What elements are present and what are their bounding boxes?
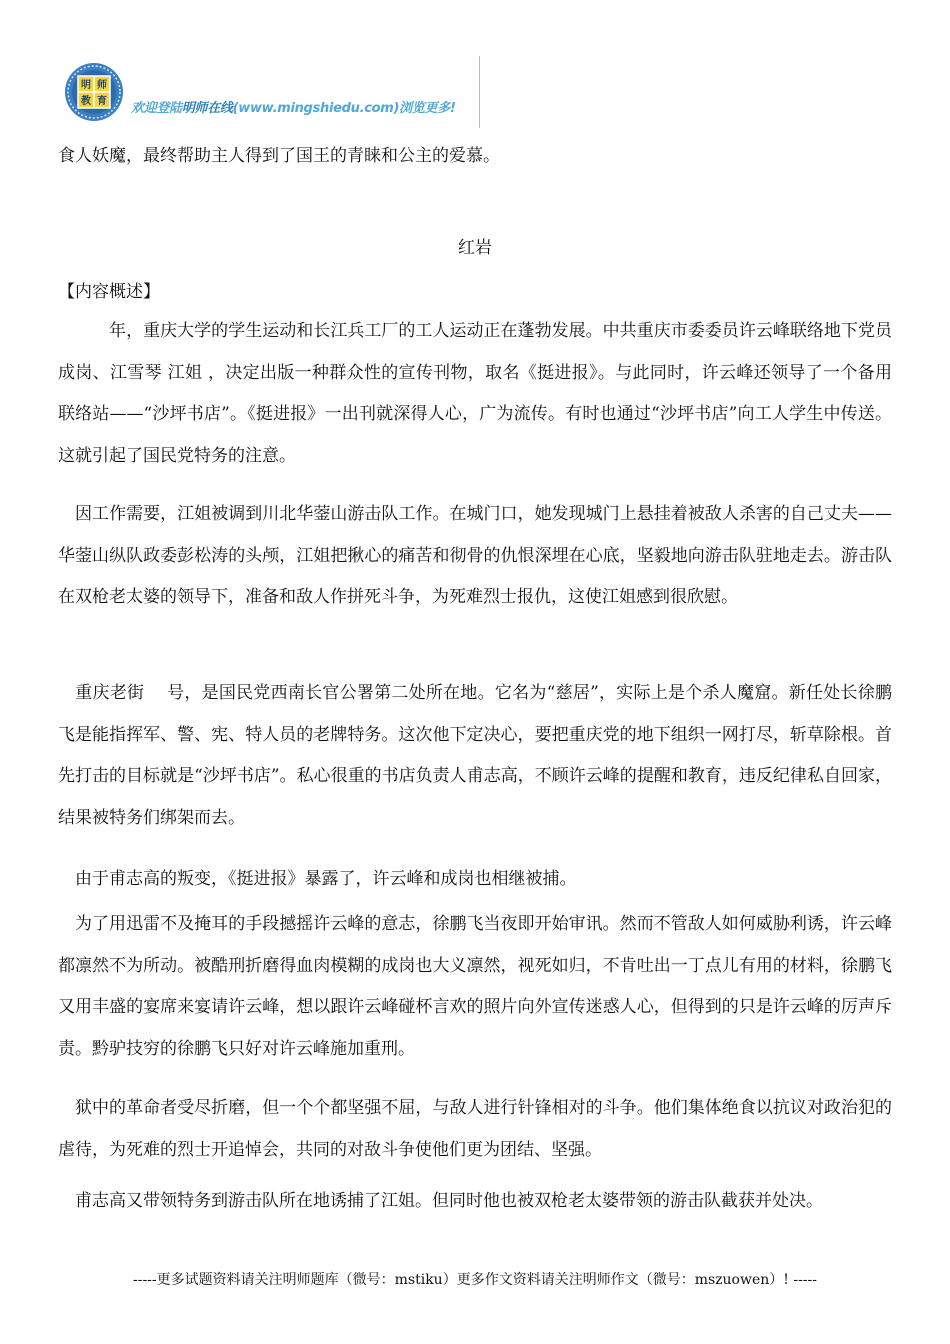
intro-line: 食人妖魔，最终帮助主人得到了国王的青睐和公主的爱慕。 [58,146,500,166]
banner-brand: 明师在线 [181,101,233,116]
paragraph-1: 年，重庆大学的学生运动和长江兵工厂的工人运动正在蓬勃发展。中共重庆市委委员许云峰联络地下党员成岗、江雪琴 江姐 ，决定出版一种群众性的宣传刊物，取名《挺进报》。与此同时，许云峰还领导了一个备用联络站——“沙坪书店”。《挺进报》一出刊就深得人心，广为流传。有时也通过“沙坪书店”向工人学生中传送。这就引起了国民党特务的注意。 [58,321,892,466]
mingshi-logo-icon [63,60,125,124]
paragraph-4: 由于甫志高的叛变，《挺进报》暴露了，许云峰和成岗也相继被捕。 [58,869,577,889]
banner-pre: 欢迎登陆 [131,101,182,116]
paragraph-5: 为了用迅雷不及掩耳的手段撼摇许云峰的意志，徐鹏飞当夜即开始审讯。然而不管敌人如何威胁利诱，许云峰都凛然不为所动。被酷刑折磨得血肉模糊的成岗也大义凛然，视死如归，不肯吐出一丁点儿有用的材料，徐鹏飞又用丰盛的宴席来宴请许云峰，想以跟许云峰碰杯言欢的照片向外宣传迷惑人心，但得到的只是许云峰的厉声斥责。黔驴技穷的徐鹏飞只好对许云峰施加重刑。 [58,914,892,1059]
paragraph-6: 狱中的革命者受尽折磨，但一个个都坚强不屈，与敌人进行针锋相对的斗争。他们集体绝食以抗议对政治犯的虐待，为死难的烈士开追悼会，共同的对敌斗争使他们更为团结、坚强。 [58,1098,892,1160]
logo-char-3: 教 [81,96,91,107]
logo-char-2: 师 [97,80,107,91]
paragraph-7: 甫志高又带领特务到游击队所在地诱捕了江姐。但同时他也被双枪老太婆带领的游击队截获并处决。 [58,1191,823,1211]
logo-char-1: 明 [81,80,91,91]
paragraph-3: 重庆老街 号，是国民党西南长官公署第二处所在地。它名为“慈居”，实际上是个杀人魔窟。新任处长徐鹏飞是能指挥军、警、宪、特人员的老牌特务。这次他下定决心，要把重庆党的地下组织一网打尽，斩草除根。首先打击的目标就是“沙坪书店”。私心很重的书店负责人甫志高，不顾许云峰的提醒和教育，违反纪律私自回家，结果被特务们绑架而去。 [58,683,892,828]
logo-char-4: 育 [97,96,107,107]
page-title: 红岩 [458,238,492,258]
section-label: 【内容概述】 [58,282,160,302]
header-banner [57,56,480,128]
paragraph-2: 因工作需要，江姐被调到川北华蓥山游击队工作。在城门口，她发现城门上悬挂着被敌人杀害的自己丈夫——华蓥山纵队政委彭松涛的头颅，江姐把揪心的痛苦和彻骨的仇恨深埋在心底，坚毅地向游击队驻地走去。游击队在双枪老太婆的领导下，准备和敌人作拼死斗争，为死难烈士报仇，这使江姐感到很欣慰。 [58,504,892,607]
banner-post: (www.mingshiedu.com)浏览更多! [232,101,456,116]
footer-note: -----更多试题资料请关注明师题库（微号：mstiku）更多作文资料请关注明师作文（微号：mszuowen）! ----- [132,1272,817,1288]
banner-link[interactable] [131,97,456,116]
